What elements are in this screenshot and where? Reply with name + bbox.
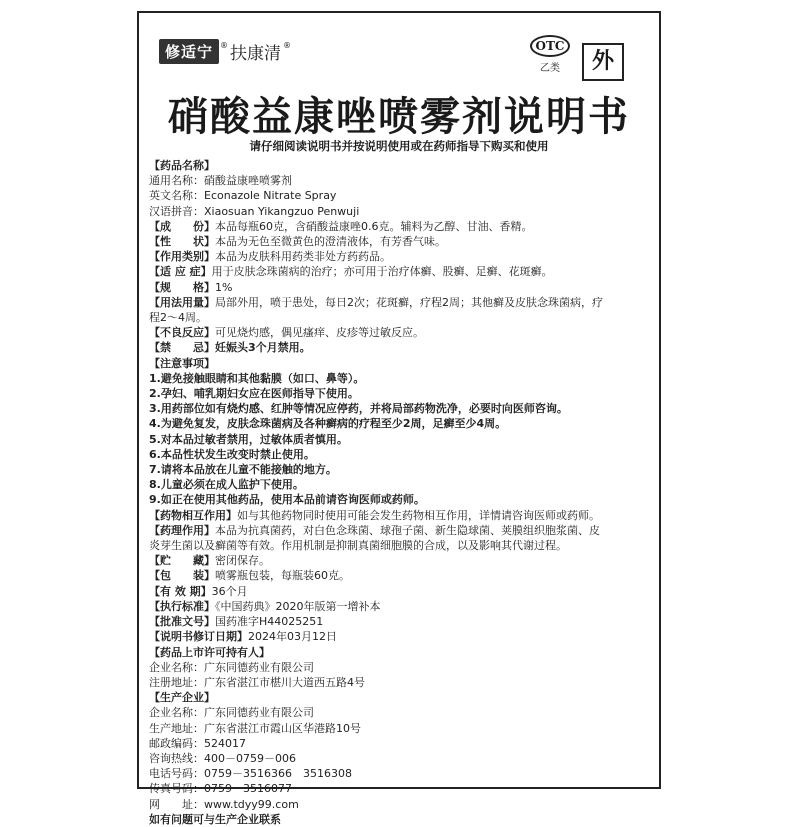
precaution-item: 7.请将本品放在儿童不能接触的地方。 bbox=[149, 463, 337, 477]
field-value: 1% bbox=[215, 280, 233, 294]
page-subtitle: 请仔细阅读说明书并按说明使用或在药师指导下购买和使用 bbox=[249, 139, 549, 153]
contraindications-row bbox=[149, 340, 649, 355]
approval-row bbox=[149, 614, 649, 629]
field-value: 局部外用，喷于患处，每日2次；花斑癣，疗程2周；其他癣及皮肤念珠菌病，疗 bbox=[215, 295, 603, 309]
field-value: 36个月 bbox=[211, 584, 248, 598]
leaflet bbox=[137, 11, 661, 826]
adverse-row bbox=[149, 325, 649, 340]
field-value: 密闭保存。 bbox=[215, 554, 270, 568]
pharmacology-row bbox=[149, 523, 649, 538]
footer-note: 如有问题可与生产企业联系 bbox=[149, 812, 281, 826]
external-use-mark: 外 bbox=[582, 43, 624, 81]
field-label: 【执行标准】 bbox=[149, 599, 215, 613]
field-value: 《中国药典》2020年版第一增补本 bbox=[215, 599, 381, 613]
field-value: 本品为无色至微黄色的澄清液体，有芳香气味。 bbox=[215, 235, 446, 249]
properties-row bbox=[149, 234, 649, 249]
precaution-item: 5.对本品过敏者禁用，过敏体质者慎用。 bbox=[149, 432, 348, 446]
precaution-item: 2.孕妇、哺乳期妇女应在医师指导下使用。 bbox=[149, 387, 359, 401]
field-label: 【成 份】 bbox=[149, 219, 215, 233]
postcode: 邮政编码：524017 bbox=[149, 736, 246, 750]
field-value: 本品为皮肤科用药类非处方药药品。 bbox=[215, 250, 391, 264]
field-label: 【说明书修订日期】 bbox=[149, 630, 248, 644]
holder-address: 注册地址：广东省湛江市椹川大道西五路4号 bbox=[149, 675, 365, 689]
precaution-item: 8.儿童必须在成人监护下使用。 bbox=[149, 478, 304, 492]
registered-mark: ® bbox=[283, 41, 292, 50]
generic-name: 通用名称：硝酸益康唑喷雾剂 bbox=[149, 174, 292, 188]
field-label: 【适 应 症】 bbox=[149, 265, 212, 279]
field-value: 可见烧灼感，偶见瘙痒、皮疹等过敏反应。 bbox=[215, 326, 424, 340]
field-value: 喷雾瓶包装，每瓶装60克。 bbox=[215, 569, 350, 583]
brand-logo: 修适宁 bbox=[159, 39, 219, 64]
page-title: 硝酸益康唑喷雾剂说明书 bbox=[168, 94, 630, 140]
storage-row bbox=[149, 553, 649, 568]
dosage-row-cont: 程2～4周。 bbox=[149, 311, 207, 325]
field-value: 国药准字H44025251 bbox=[215, 615, 324, 629]
field-label: 【不良反应】 bbox=[149, 326, 215, 340]
section-heading: 【生产企业】 bbox=[149, 691, 215, 705]
field-label: 【有 效 期】 bbox=[149, 584, 212, 598]
field-label: 【包 装】 bbox=[149, 569, 215, 583]
revision-row bbox=[149, 629, 649, 644]
section-heading: 【注意事项】 bbox=[149, 356, 215, 370]
field-value: 本品每瓶60克，含硝酸益康唑0.6克。辅料为乙醇、甘油、香精。 bbox=[215, 219, 533, 233]
leaflet-header bbox=[139, 13, 659, 163]
field-label: 【批准文号】 bbox=[149, 615, 215, 629]
field-label: 【性 状】 bbox=[149, 235, 215, 249]
otc-block bbox=[528, 35, 572, 74]
otc-class: 乙类 bbox=[540, 63, 560, 74]
indications-row bbox=[149, 264, 649, 279]
english-name: 英文名称：Econazole Nitrate Spray bbox=[149, 189, 337, 203]
precaution-item: 4.为避免复发，皮肤念珠菌病及各种癣病的疗程至少2周，足癣至少4周。 bbox=[149, 417, 507, 431]
brand-name: 扶康清 bbox=[230, 44, 282, 64]
field-value: 如与其他药物同时使用可能会发生药物相互作用，详情请咨询医师或药师。 bbox=[237, 508, 600, 522]
holder-company: 企业名称：广东同德药业有限公司 bbox=[149, 660, 314, 674]
registered-mark: ® bbox=[220, 41, 229, 50]
field-label: 【贮 藏】 bbox=[149, 554, 215, 568]
field-label: 【规 格】 bbox=[149, 280, 215, 294]
package-row bbox=[149, 568, 649, 583]
field-value: 妊娠头3个月禁用。 bbox=[215, 341, 311, 355]
specification-row bbox=[149, 280, 649, 295]
section-heading: 【药品名称】 bbox=[149, 159, 215, 172]
hotline: 咨询热线：400－0759－006 bbox=[149, 751, 296, 765]
manufacturer-address: 生产地址：广东省湛江市霞山区华港路10号 bbox=[149, 721, 361, 735]
interactions-row bbox=[149, 508, 649, 523]
pinyin-name: 汉语拼音：Xiaosuan Yikangzuo Penwuji bbox=[149, 204, 360, 218]
precaution-item: 9.如正在使用其他药品，使用本品前请咨询医师或药师。 bbox=[149, 493, 425, 507]
otc-badge: OTC bbox=[530, 35, 570, 57]
field-value: 本品为抗真菌药，对白色念珠菌、球孢子菌、新生隐球菌、荚膜组织胞浆菌、皮 bbox=[215, 523, 600, 537]
pharmacology-row-cont: 炎芽生菌以及癣菌等有效。作用机制是抑制真菌细胞膜的合成，以及影响其代谢过程。 bbox=[149, 539, 567, 553]
field-value: 用于皮肤念珠菌病的治疗；亦可用于治疗体癣、股癣、足癣、花斑癣。 bbox=[211, 265, 553, 279]
field-label: 【用法用量】 bbox=[149, 295, 215, 309]
phone: 电话号码：0759－3516366 3516308 bbox=[149, 767, 352, 781]
field-label: 【作用类别】 bbox=[149, 250, 215, 264]
composition-row bbox=[149, 219, 649, 234]
field-value: 2024年03月12日 bbox=[248, 630, 337, 644]
precaution-item: 6.本品性状发生改变时禁止使用。 bbox=[149, 447, 315, 461]
leaflet-body bbox=[149, 158, 649, 827]
precaution-item: 3.用药部位如有烧灼感、红肿等情况应停药，并将局部药物洗净，必要时向医师咨询。 bbox=[149, 402, 568, 416]
section-heading: 【药品上市许可持有人】 bbox=[149, 645, 270, 659]
validity-row bbox=[149, 584, 649, 599]
precaution-item: 1.避免接触眼睛和其他黏膜（如口、鼻等）。 bbox=[149, 371, 365, 385]
website: 网 址：www.tdyy99.com bbox=[149, 797, 299, 811]
fax: 传真号码：0759－3516077 bbox=[149, 782, 292, 796]
standard-row bbox=[149, 599, 649, 614]
field-label: 【药理作用】 bbox=[149, 523, 215, 537]
dosage-row bbox=[149, 295, 649, 310]
manufacturer-company: 企业名称：广东同德药业有限公司 bbox=[149, 706, 314, 720]
field-label: 【禁 忌】 bbox=[149, 341, 215, 355]
field-label: 【药物相互作用】 bbox=[149, 508, 237, 522]
brand-block bbox=[159, 39, 291, 64]
category-row bbox=[149, 249, 649, 264]
